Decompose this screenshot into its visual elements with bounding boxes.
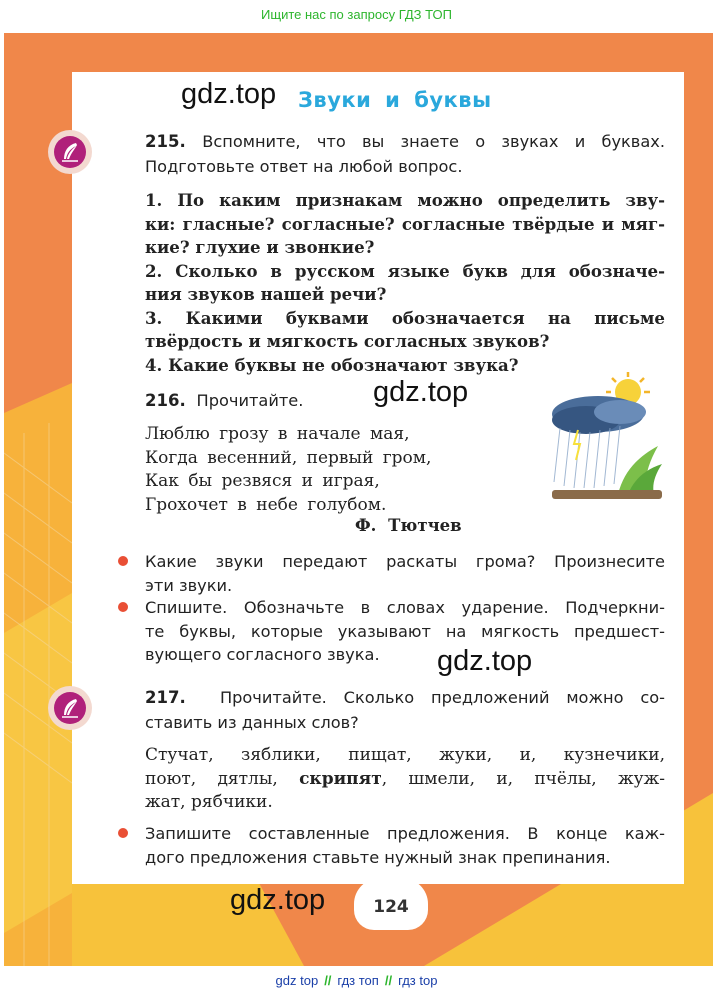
exercise-217-words: Стучат, зяблики, пищат, жуки, и, кузнечики, поют, дятлы, скрипят, шмели, и, пчёлы, жуж- жат, рябчики. xyxy=(145,745,665,813)
exercise-216-header: 216. Прочитайте. xyxy=(145,391,304,410)
poem-line: Грохочет в небе голубом. xyxy=(145,494,387,515)
writing-task-icon xyxy=(48,130,92,174)
link-separator: // xyxy=(324,973,332,988)
bottom-link[interactable]: gdz top xyxy=(275,973,319,988)
top-banner-text: Ищите нас по запросу ГДЗ ТОП xyxy=(261,7,452,22)
watermark: gdz.top xyxy=(181,78,277,110)
bullet-marker xyxy=(118,556,128,566)
watermark: gdz.top xyxy=(230,884,326,916)
watermark: gdz.top xyxy=(373,376,469,408)
page-number-tab xyxy=(354,878,428,930)
bottom-link[interactable]: гдз топ xyxy=(337,973,379,988)
poem-author: Ф. Тютчев xyxy=(355,516,462,535)
bullet-marker xyxy=(118,602,128,612)
question-line: твёрдость и мягкость согласных звуков? xyxy=(145,331,550,351)
exercise-217-task: Запишите составленные предложения. В конце каж- дого предложения ставьте нужный знак препинания. xyxy=(145,824,665,867)
question-line: кие? глухие и звонкие? xyxy=(145,237,375,257)
question-line: 3. Какими буквами обозначается на письме xyxy=(145,307,665,328)
question-line: ния звуков нашей речи? xyxy=(145,284,387,304)
poem-line: Люблю грозу в начале мая, xyxy=(145,424,410,444)
section-title: Звуки и буквы xyxy=(298,88,492,112)
question-line: 4. Какие буквы не обозначают звука? xyxy=(145,354,519,375)
poem xyxy=(145,423,431,517)
feather-icon xyxy=(54,136,86,168)
question-line: 2. Сколько в русском языке букв для обозначе- xyxy=(145,260,665,281)
bottom-link[interactable]: гдз top xyxy=(398,973,438,988)
thunderstorm-illustration xyxy=(548,372,666,502)
writing-task-icon xyxy=(48,686,92,730)
exercise-216-task-2: Спишите. Обозначьте в словах ударение. Подчеркни- те буквы, которые указывают на мягкость предшест- вующего согласного звука. xyxy=(145,598,665,665)
exercise-number: 215. xyxy=(145,132,186,151)
watermark: gdz.top xyxy=(437,645,533,677)
link-separator: // xyxy=(384,973,393,988)
exercise-217: 217. Прочитайте. Сколько предложений можно со- ставить из данных слов? xyxy=(145,688,666,732)
page-number: 124 xyxy=(373,897,409,917)
exercise-215-questions xyxy=(145,189,665,377)
question-line: 1. По каким признакам можно определить зву- xyxy=(145,190,665,210)
bottom-links xyxy=(0,966,713,998)
exercise-215: 215. Вспомните, что вы знаете о звуках и буквах. Подготовьте ответ на любой вопрос. xyxy=(145,132,665,176)
exercise-number: 217. xyxy=(145,688,186,707)
top-banner xyxy=(0,0,713,30)
exercise-number: 216. xyxy=(145,391,186,410)
bold-word: скрипят xyxy=(299,768,382,789)
exercise-216-task-1: Какие звуки передают раскаты грома? Произнесите эти звуки. xyxy=(145,552,665,595)
bullet-marker xyxy=(118,828,128,838)
feather-icon xyxy=(54,692,86,724)
poem-line: Как бы резвяся и играя, xyxy=(145,471,380,492)
question-line: ки: гласные? согласные? согласные твёрдые и мяг- xyxy=(145,213,665,234)
poem-line: Когда весенний, первый гром, xyxy=(145,447,432,468)
